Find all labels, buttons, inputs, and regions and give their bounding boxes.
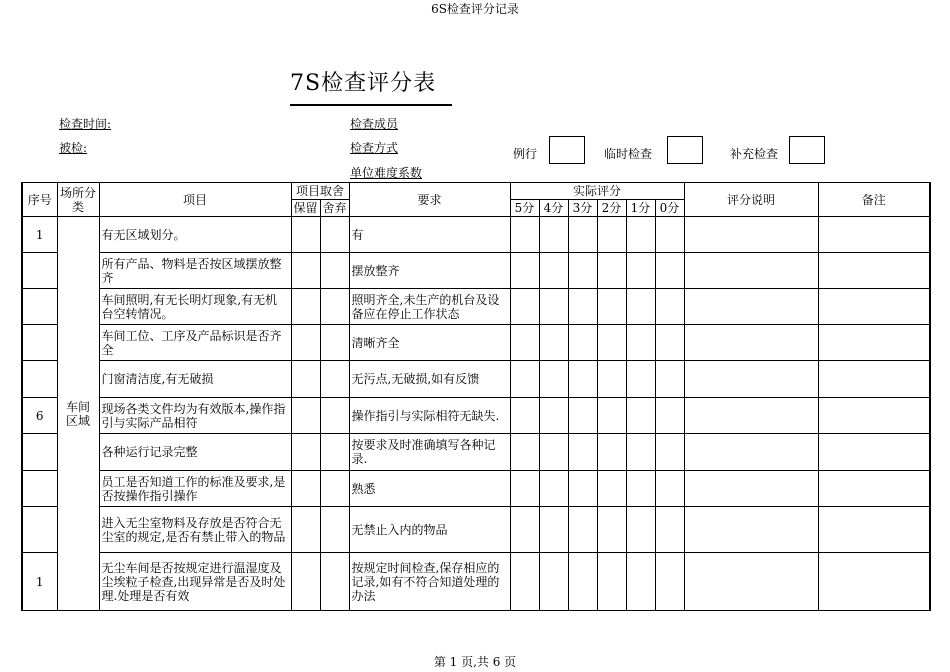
item-cell: 门窗清洁度,有无破损 <box>99 361 291 398</box>
score-note-cell[interactable] <box>684 289 818 325</box>
header-item: 项目 <box>99 183 291 217</box>
method-label: 检查方式 <box>350 141 399 155</box>
score-2-cell[interactable] <box>597 398 626 434</box>
seq-cell <box>22 253 57 289</box>
discard-cell[interactable] <box>320 289 349 325</box>
header-discard: 舍弃 <box>320 200 349 217</box>
score-note-cell[interactable] <box>684 471 818 507</box>
score-5-cell[interactable] <box>510 471 539 507</box>
keep-cell[interactable] <box>291 325 320 361</box>
score-note-cell[interactable] <box>684 434 818 471</box>
requirement-cell: 摆放整齐 <box>349 253 510 289</box>
requirement-cell: 熟悉 <box>349 471 510 507</box>
keep-cell[interactable] <box>291 361 320 398</box>
page-footer: 第 1 页,共 6 页 <box>433 655 517 669</box>
score-4-cell[interactable] <box>539 553 568 611</box>
supplement-label: 补充检查 <box>730 147 779 161</box>
remark-cell[interactable] <box>818 253 930 289</box>
table-row <box>22 471 930 507</box>
score-2-cell[interactable] <box>597 217 626 253</box>
score-1-cell[interactable] <box>626 471 655 507</box>
score-3-cell[interactable] <box>568 217 597 253</box>
score-1-cell[interactable] <box>626 217 655 253</box>
score-3-cell[interactable] <box>568 553 597 611</box>
score-3-cell[interactable] <box>568 325 597 361</box>
difficulty-label: 单位难度系数 <box>350 166 423 180</box>
seq-cell: 1 <box>22 553 57 611</box>
discard-cell[interactable] <box>320 398 349 434</box>
score-1-cell[interactable] <box>626 289 655 325</box>
requirement-cell: 按规定时间检查,保存相应的记录,如有不符合知道处理的办法 <box>349 553 510 611</box>
temporary-checkbox[interactable] <box>667 136 703 164</box>
score-5-cell[interactable] <box>510 253 539 289</box>
keep-cell[interactable] <box>291 507 320 553</box>
remark-cell[interactable] <box>818 507 930 553</box>
score-2-cell[interactable] <box>597 361 626 398</box>
requirement-cell: 照明齐全,未生产的机台及设备应在停止工作状态 <box>349 289 510 325</box>
score-5-cell[interactable] <box>510 507 539 553</box>
score-3-cell[interactable] <box>568 434 597 471</box>
header-area: 场所分类 <box>57 183 99 217</box>
header-remark: 备注 <box>818 183 930 217</box>
discard-cell[interactable] <box>320 434 349 471</box>
score-3-cell[interactable] <box>568 398 597 434</box>
seq-cell: 1 <box>22 217 57 253</box>
header-5pt: 5分 <box>510 200 539 217</box>
temporary-label: 临时检查 <box>604 147 653 161</box>
score-0-cell[interactable] <box>655 471 684 507</box>
item-cell: 员工是否知道工作的标准及要求,是否按操作指引操作 <box>99 471 291 507</box>
score-4-cell[interactable] <box>539 507 568 553</box>
score-1-cell[interactable] <box>626 398 655 434</box>
table-row <box>22 253 930 289</box>
seq-cell <box>22 507 57 553</box>
requirement-cell: 无禁止入内的物品 <box>349 507 510 553</box>
item-cell: 车间工位、工序及产品标识是否齐全 <box>99 325 291 361</box>
members-label: 检查成员 <box>350 117 399 131</box>
score-note-cell[interactable] <box>684 253 818 289</box>
keep-cell[interactable] <box>291 217 320 253</box>
score-4-cell[interactable] <box>539 471 568 507</box>
score-5-cell[interactable] <box>510 398 539 434</box>
routine-checkbox[interactable] <box>549 136 585 164</box>
score-5-cell[interactable] <box>510 434 539 471</box>
seq-cell <box>22 289 57 325</box>
score-5-cell[interactable] <box>510 325 539 361</box>
table-row <box>22 217 930 253</box>
score-table <box>21 182 931 611</box>
inspected-label: 被检: <box>59 141 88 155</box>
score-note-cell[interactable] <box>684 325 818 361</box>
item-cell: 各种运行记录完整 <box>99 434 291 471</box>
discard-cell[interactable] <box>320 361 349 398</box>
remark-cell[interactable] <box>818 325 930 361</box>
score-0-cell[interactable] <box>655 289 684 325</box>
score-1-cell[interactable] <box>626 434 655 471</box>
item-cell: 车间照明,有无长明灯现象,有无机台空转情况。 <box>99 289 291 325</box>
discard-cell[interactable] <box>320 217 349 253</box>
item-cell: 无尘车间是否按规定进行温湿度及尘埃粒子检查,出现异常是否及时处理.处理是否有效 <box>99 553 291 611</box>
table-row <box>22 325 930 361</box>
routine-label: 例行 <box>513 147 538 161</box>
score-1-cell[interactable] <box>626 553 655 611</box>
header-req: 要求 <box>349 183 510 217</box>
header-seq: 序号 <box>22 183 57 217</box>
remark-cell[interactable] <box>818 471 930 507</box>
keep-cell[interactable] <box>291 434 320 471</box>
requirement-cell: 无污点,无破损,如有反馈 <box>349 361 510 398</box>
seq-cell <box>22 325 57 361</box>
score-4-cell[interactable] <box>539 398 568 434</box>
remark-cell[interactable] <box>818 289 930 325</box>
score-note-cell[interactable] <box>684 398 818 434</box>
score-4-cell[interactable] <box>539 217 568 253</box>
score-0-cell[interactable] <box>655 553 684 611</box>
score-2-cell[interactable] <box>597 253 626 289</box>
item-cell: 现场各类文件均为有效版本,操作指引与实际产品相符 <box>99 398 291 434</box>
score-5-cell[interactable] <box>510 289 539 325</box>
score-3-cell[interactable] <box>568 361 597 398</box>
score-2-cell[interactable] <box>597 553 626 611</box>
category-cell: 车间区域 <box>57 217 99 611</box>
seq-cell <box>22 471 57 507</box>
header-2pt: 2分 <box>597 200 626 217</box>
header-keep: 保留 <box>291 200 320 217</box>
header-3pt: 3分 <box>568 200 597 217</box>
score-2-cell[interactable] <box>597 471 626 507</box>
score-2-cell[interactable] <box>597 507 626 553</box>
table-row <box>22 553 930 611</box>
score-3-cell[interactable] <box>568 471 597 507</box>
header-0pt: 0分 <box>655 200 684 217</box>
score-4-cell[interactable] <box>539 289 568 325</box>
header-1pt: 1分 <box>626 200 655 217</box>
header-choice: 项目取舍 <box>291 183 349 200</box>
discard-cell[interactable] <box>320 325 349 361</box>
requirement-cell: 操作指引与实际相符无缺失. <box>349 398 510 434</box>
score-3-cell[interactable] <box>568 253 597 289</box>
score-0-cell[interactable] <box>655 398 684 434</box>
header-note: 评分说明 <box>684 183 818 217</box>
score-note-cell[interactable] <box>684 361 818 398</box>
score-note-cell[interactable] <box>684 553 818 611</box>
keep-cell[interactable] <box>291 553 320 611</box>
score-5-cell[interactable] <box>510 553 539 611</box>
table-row <box>22 434 930 471</box>
score-1-cell[interactable] <box>626 361 655 398</box>
seq-cell <box>22 434 57 471</box>
item-cell: 有无区域划分。 <box>99 217 291 253</box>
score-0-cell[interactable] <box>655 434 684 471</box>
table-row <box>22 507 930 553</box>
remark-cell[interactable] <box>818 361 930 398</box>
seq-cell: 6 <box>22 398 57 434</box>
keep-cell[interactable] <box>291 471 320 507</box>
requirement-cell: 清晰齐全 <box>349 325 510 361</box>
score-3-cell[interactable] <box>568 507 597 553</box>
supplement-checkbox[interactable] <box>789 136 825 164</box>
seq-cell <box>22 361 57 398</box>
score-0-cell[interactable] <box>655 325 684 361</box>
remark-cell[interactable] <box>818 398 930 434</box>
table-row <box>22 361 930 398</box>
score-1-cell[interactable] <box>626 325 655 361</box>
score-2-cell[interactable] <box>597 325 626 361</box>
document-header: 6S检查评分记录 <box>431 2 519 16</box>
score-note-cell[interactable] <box>684 217 818 253</box>
discard-cell[interactable] <box>320 553 349 611</box>
item-cell: 所有产品、物料是否按区域摆放整齐 <box>99 253 291 289</box>
score-4-cell[interactable] <box>539 434 568 471</box>
keep-cell[interactable] <box>291 253 320 289</box>
keep-cell[interactable] <box>291 398 320 434</box>
discard-cell[interactable] <box>320 507 349 553</box>
requirement-cell: 有 <box>349 217 510 253</box>
table-row <box>22 289 930 325</box>
discard-cell[interactable] <box>320 471 349 507</box>
score-2-cell[interactable] <box>597 434 626 471</box>
requirement-cell: 按要求及时准确填写各种记录. <box>349 434 510 471</box>
score-4-cell[interactable] <box>539 253 568 289</box>
score-2-cell[interactable] <box>597 289 626 325</box>
form-title: 7S检查评分表 <box>290 71 437 96</box>
score-1-cell[interactable] <box>626 507 655 553</box>
score-5-cell[interactable] <box>510 361 539 398</box>
score-4-cell[interactable] <box>539 325 568 361</box>
item-cell: 进入无尘室物料及存放是否符合无尘室的规定,是否有禁止带入的物品 <box>99 507 291 553</box>
remark-cell[interactable] <box>818 553 930 611</box>
score-0-cell[interactable] <box>655 507 684 553</box>
header-4pt: 4分 <box>539 200 568 217</box>
keep-cell[interactable] <box>291 289 320 325</box>
remark-cell[interactable] <box>818 434 930 471</box>
score-0-cell[interactable] <box>655 361 684 398</box>
score-4-cell[interactable] <box>539 361 568 398</box>
score-0-cell[interactable] <box>655 253 684 289</box>
discard-cell[interactable] <box>320 253 349 289</box>
score-1-cell[interactable] <box>626 253 655 289</box>
score-note-cell[interactable] <box>684 507 818 553</box>
score-0-cell[interactable] <box>655 217 684 253</box>
score-3-cell[interactable] <box>568 289 597 325</box>
remark-cell[interactable] <box>818 217 930 253</box>
title-underline <box>290 104 452 106</box>
header-score: 实际评分 <box>510 183 684 200</box>
inspect-time-label: 检查时间: <box>59 117 112 131</box>
score-5-cell[interactable] <box>510 217 539 253</box>
table-row <box>22 398 930 434</box>
